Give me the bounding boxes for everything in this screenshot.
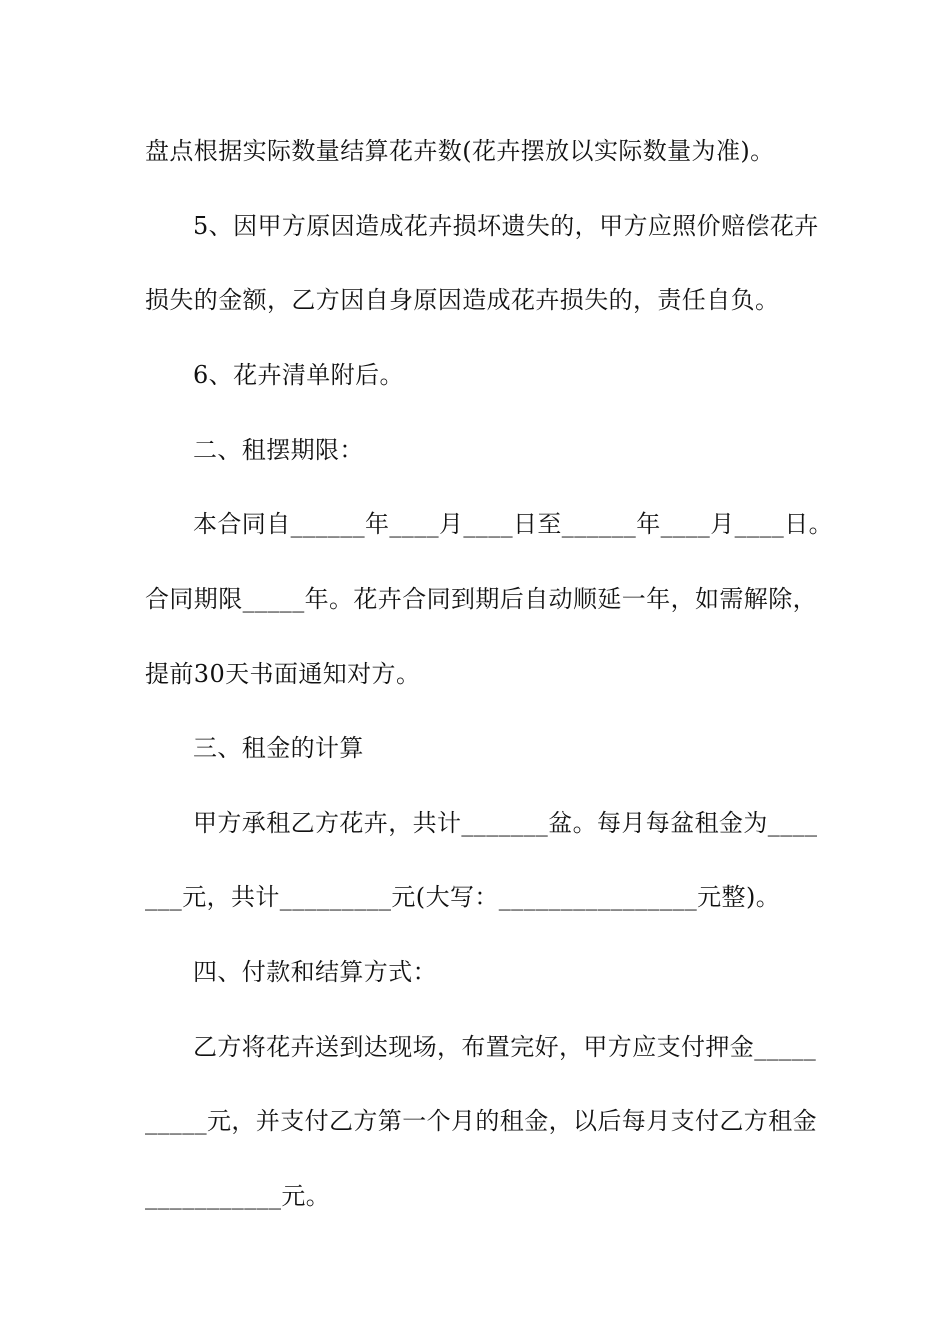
- section-heading-lease-term: 二、租摆期限：: [193, 436, 364, 464]
- paragraph-line: 合同期限_____年。花卉合同到期后自动顺延一年，如需解除，: [145, 585, 817, 613]
- paragraph-line: 甲方承租乙方花卉，共计_______盆。每月每盆租金为____: [193, 809, 818, 837]
- paragraph-line: 乙方将花卉送到达现场，布置完好，甲方应支付押金_____: [193, 1033, 817, 1061]
- section-heading-payment: 四、付款和结算方式：: [193, 958, 437, 986]
- paragraph-line: 盘点根据实际数量结算花卉数(花卉摆放以实际数量为准)。: [145, 137, 775, 165]
- clause-6-line: 6、花卉清单附后。: [193, 361, 404, 389]
- paragraph-line: 本合同自______年____月____日至______年____月____日。: [193, 510, 833, 538]
- section-heading-rent-calculation: 三、租金的计算: [193, 734, 364, 762]
- clause-5-line: 5、因甲方原因造成花卉损坏遗失的，甲方应照价赔偿花卉: [193, 212, 819, 240]
- paragraph-line: ___________元。: [145, 1182, 331, 1210]
- paragraph-line: 提前30天书面通知对方。: [145, 660, 421, 688]
- paragraph-line: _____元，并支付乙方第一个月的租金，以后每月支付乙方租金: [145, 1107, 817, 1135]
- paragraph-line: ___元，共计_________元(大写：________________元整)。: [145, 883, 781, 911]
- paragraph-line: 损失的金额，乙方因自身原因造成花卉损失的，责任自负。: [145, 286, 780, 314]
